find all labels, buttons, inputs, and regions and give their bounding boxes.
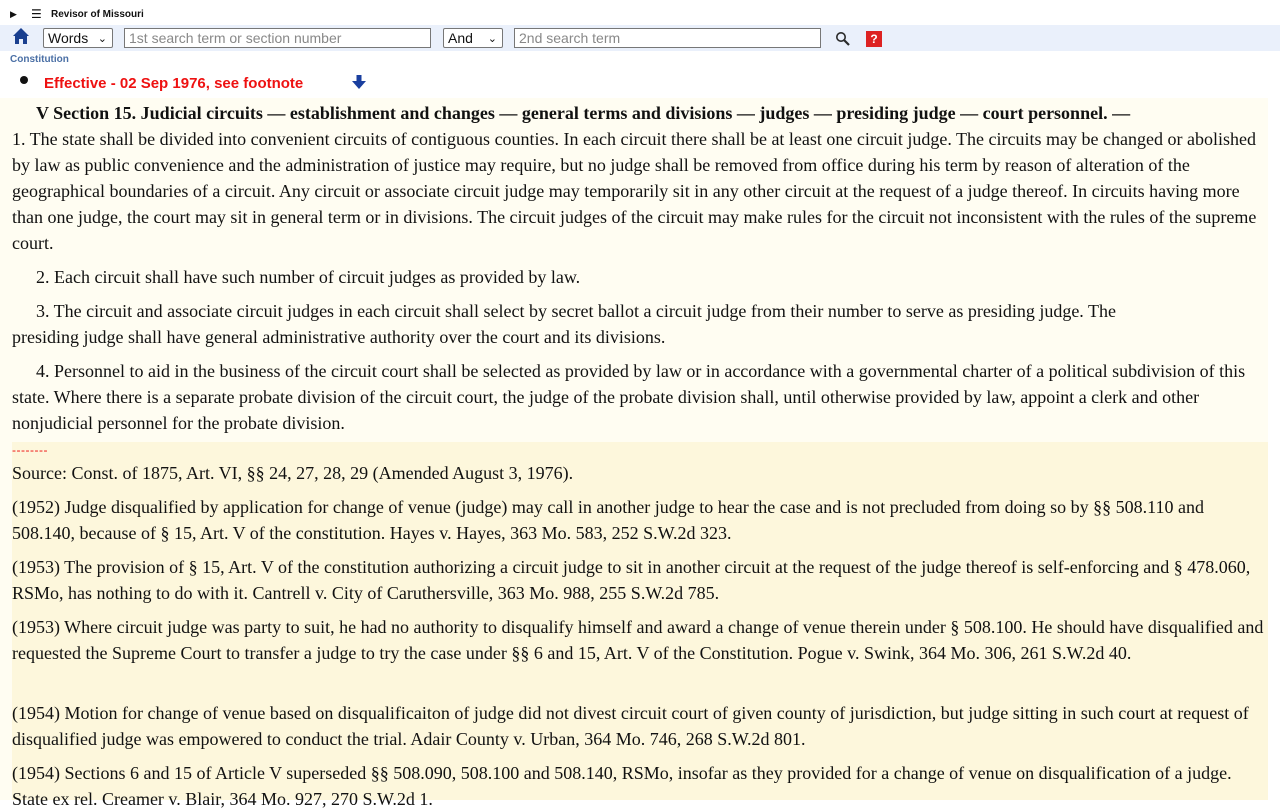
effective-row [0, 70, 1280, 98]
section-heading: V Section 15. Judicial circuits — establishment and changes — general terms and divisions — judges — presiding judge — court personnel. — [36, 103, 1131, 123]
source-note: Source: Const. of 1875, Art. VI, §§ 24, 27, 28, 29 (Amended August 3, 1976). [12, 463, 574, 483]
annotation-1953-b: (1953) Where circuit judge was party to suit, he had no authority to disqualify himself and award a change of venue therein under § 508.100. He should have disqualified and requested the Supreme Court to transfer a judge to try the case under §§ 6 and 15, Art. V of the Constitution. Pogue v. Swink, 364 Mo. 306, 261 S.W.2d 40. [12, 617, 1264, 663]
app-title[interactable]: Revisor of Missouri [51, 9, 144, 20]
search-mode-value: Words [48, 30, 89, 46]
paragraph-1: 1. The state shall be divided into convenient circuits of contiguous counties. In each circuit there shall be at least one circuit judge. The circuits may be changed or abolished by law as public convenience and the administration of justice may require, but no judge shall be removed from office during his term by reason of alteration of the geographical boundaries of a circuit. Any circuit or associate circuit judge may temporarily sit in any other circuit at the request of a judge thereof. In circuits having more than one judge, the court may sit in general term or in divisions. The circuit judges of the circuit may make rules for the circuit not inconsistent with the rules of the supreme court. [12, 129, 1257, 253]
top-bar [0, 0, 1280, 25]
bullet-icon [20, 76, 28, 84]
search-term2-placeholder: 2nd search term [519, 30, 621, 46]
annotation-1954-a: (1954) Motion for change of venue based on disqualificaiton of judge did not divest circuit court of given county of jurisdiction, but judge sitting in such court at request of disqualified judge was empowered to conduct the trial. Adair County v. Urban, 364 Mo. 746, 268 S.W.2d 801. [12, 703, 1249, 749]
search-icon[interactable] [835, 31, 851, 47]
search-term1-placeholder: 1st search term or section number [129, 30, 342, 46]
chevron-down-icon: ⌄ [97, 33, 107, 45]
search-mode-select[interactable] [43, 28, 113, 48]
chevron-down-icon: ⌄ [487, 33, 497, 45]
footnote-separator: -------- [12, 443, 48, 457]
paragraph-2: 2. Each circuit shall have such number of circuit judges as provided by law. [36, 267, 581, 287]
search-term1-input[interactable] [124, 28, 431, 48]
paragraph-4: 4. Personnel to aid in the business of the circuit court shall be selected as provided by law or in accordance with a governmental charter of a political subdivision of this state. Where there is a separate probate division of the circuit court, the judge of the probate division shall, until otherwise provided by law, appoint a clerk and other nonjudicial personnel for the probate division. [12, 361, 1246, 433]
help-icon[interactable]: ? [866, 31, 882, 47]
search-operator-select[interactable] [443, 28, 503, 48]
hamburger-icon[interactable]: ☰ [31, 7, 42, 21]
annotation-1954-b: (1954) Sections 6 and 15 of Article V superseded §§ 508.090, 508.100 and 508.140, RSMo, insofar as they provided for a change of venue on disqualification of a judge. State ex rel. Creamer v. Blair, 364 Mo. 927, 270 S.W.2d 1. [12, 763, 1232, 809]
paragraph-3: 3. The circuit and associate circuit judges in each circuit shall select by secret ballot a circuit judge from their number to serve as presiding judge. The presiding judge shall have general administrative authority over the court and its divisions. [12, 301, 1116, 347]
effective-date-link[interactable]: Effective - 02 Sep 1976, see footnote [44, 75, 304, 92]
search-bar [0, 25, 1280, 51]
annotation-1953-a: (1953) The provision of § 15, Art. V of the constitution authorizing a circuit judge to sit in another circuit at the request of the judge thereof is self-enforcing and § 478.060, RSMo, has nothing to do with it. Cantrell v. City of Caruthersville, 363 Mo. 988, 255 S.W.2d 785. [12, 557, 1251, 603]
home-icon[interactable] [12, 27, 30, 45]
search-term2-input[interactable] [514, 28, 821, 48]
arrow-down-icon[interactable] [351, 74, 367, 90]
triangle-right-icon[interactable]: ▶ [10, 10, 17, 20]
annotation-1952: (1952) Judge disqualified by application for change of venue (judge) may call in another judge to hear the case and is not precluded from doing so by §§ 508.110 and 508.140, because of § 15, Art. V of the constitution. Hayes v. Hayes, 363 Mo. 583, 252 S.W.2d 323. [12, 497, 1204, 543]
search-operator-value: And [448, 30, 473, 46]
breadcrumb[interactable]: Constitution [10, 54, 69, 65]
